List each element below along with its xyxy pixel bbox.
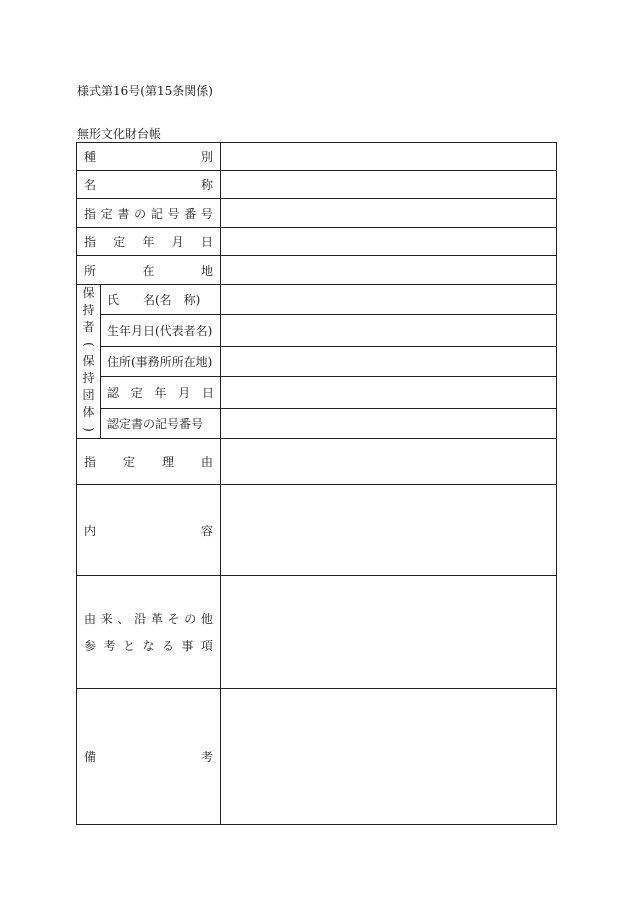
label-char: 名 <box>84 178 97 192</box>
label-char: 革 <box>150 612 163 626</box>
form-number: 様式第16号(第15条関係) <box>77 84 213 98</box>
label-char: 定 <box>113 235 126 249</box>
label-char: 月 <box>178 385 191 400</box>
label-char: 年 <box>142 235 155 249</box>
row-name <box>77 171 557 199</box>
vertical-label-char: 保 <box>82 286 95 300</box>
label-history <box>77 576 221 689</box>
value-type[interactable] <box>221 143 557 171</box>
value-holder-address[interactable] <box>221 346 557 376</box>
label-char: 来 <box>100 612 113 626</box>
label-char: 日 <box>201 385 214 400</box>
value-location[interactable] <box>221 256 557 285</box>
vertical-label-char: ) <box>82 427 96 432</box>
label-char: の <box>184 612 197 626</box>
label-char: 他 <box>200 612 213 626</box>
row-holder-cert-doc <box>77 408 557 438</box>
value-designation-doc-number[interactable] <box>221 199 557 228</box>
label-char: 認 <box>107 385 120 400</box>
label-char: 所 <box>84 263 97 278</box>
label-char: 書 <box>117 206 130 221</box>
value-name[interactable] <box>221 171 557 199</box>
label-char: 在 <box>142 263 155 278</box>
label-content <box>77 485 221 576</box>
label-holder-birth: 生年月日(代表者名) <box>101 315 221 346</box>
label-char: そ <box>167 612 180 626</box>
value-content[interactable] <box>221 485 557 576</box>
row-reason <box>77 439 557 485</box>
label-holder-address: 住所(事務所所在地) <box>101 346 221 376</box>
vertical-label-char: ( <box>82 342 96 347</box>
vertical-label-char: 保 <box>82 354 95 368</box>
value-holder-cert-date[interactable] <box>221 377 557 408</box>
label-char: 指 <box>84 235 97 249</box>
label-char: 号 <box>167 206 180 221</box>
label-char: 種 <box>84 150 97 164</box>
label-holder-group <box>77 285 101 439</box>
label-char: 指 <box>84 455 97 469</box>
row-holder-name <box>77 285 557 315</box>
label-char: と <box>122 639 135 653</box>
label-char: の <box>134 206 147 221</box>
value-designation-date[interactable] <box>221 228 557 256</box>
label-char: 事 <box>181 639 194 653</box>
label-remarks <box>77 689 221 825</box>
label-char: 考 <box>103 639 116 653</box>
vertical-label-char: 持 <box>82 371 95 385</box>
label-holder-cert-doc: 認定書の記号番号 <box>101 408 221 438</box>
value-holder-cert-doc[interactable] <box>221 408 557 438</box>
label-char: 項 <box>200 639 213 653</box>
label-char: 地 <box>200 263 213 278</box>
row-history <box>77 576 557 689</box>
label-char: 、 <box>117 612 130 626</box>
vertical-label-char: 体 <box>82 405 95 419</box>
label-char: な <box>142 639 155 653</box>
value-holder-name[interactable] <box>221 285 557 315</box>
label-designation-doc-number <box>77 199 221 228</box>
value-remarks[interactable] <box>221 689 557 825</box>
value-history[interactable] <box>221 576 557 689</box>
label-char: 定 <box>122 455 135 469</box>
label-char: 参 <box>84 639 97 653</box>
label-char: 別 <box>200 150 213 164</box>
label-char: 番 <box>184 206 197 221</box>
label-holder-name: 氏 名(名 称) <box>101 285 221 315</box>
label-char: 由 <box>200 455 213 469</box>
row-designation-date <box>77 228 557 256</box>
cultural-property-ledger-table <box>76 142 557 825</box>
row-location <box>77 256 557 285</box>
label-location <box>77 256 221 285</box>
label-char: 備 <box>84 750 97 764</box>
label-holder-cert-date <box>101 377 221 408</box>
label-char: 内 <box>84 523 97 538</box>
label-char: 定 <box>130 385 143 400</box>
label-designation-date <box>77 228 221 256</box>
row-content <box>77 485 557 576</box>
label-char: 沿 <box>134 612 147 626</box>
label-char: 称 <box>200 178 213 192</box>
label-type <box>77 143 221 171</box>
label-char: る <box>161 639 174 653</box>
label-char: 由 <box>84 612 97 626</box>
label-char: 容 <box>200 523 213 538</box>
row-designation-doc-number <box>77 199 557 228</box>
vertical-label-char: 者 <box>82 320 95 334</box>
label-char: 考 <box>200 750 213 764</box>
vertical-label-char: 持 <box>82 303 95 317</box>
label-char: 月 <box>171 235 184 249</box>
row-type <box>77 143 557 171</box>
vertical-label-char: 団 <box>82 388 95 402</box>
label-char: 理 <box>161 455 174 469</box>
label-char: 指 <box>84 206 97 221</box>
label-char: 号 <box>200 206 213 221</box>
row-holder-address <box>77 346 557 376</box>
row-remarks <box>77 689 557 825</box>
row-holder-cert-date <box>77 377 557 408</box>
label-char: 年 <box>154 385 167 400</box>
row-holder-birth <box>77 315 557 346</box>
label-reason <box>77 439 221 485</box>
label-char: 日 <box>200 235 213 249</box>
label-char: 記 <box>150 206 163 221</box>
ledger-title: 無形文化財台帳 <box>77 127 162 141</box>
value-reason[interactable] <box>221 439 557 485</box>
value-holder-birth[interactable] <box>221 315 557 346</box>
label-char: 定 <box>100 206 113 221</box>
label-name <box>77 171 221 199</box>
